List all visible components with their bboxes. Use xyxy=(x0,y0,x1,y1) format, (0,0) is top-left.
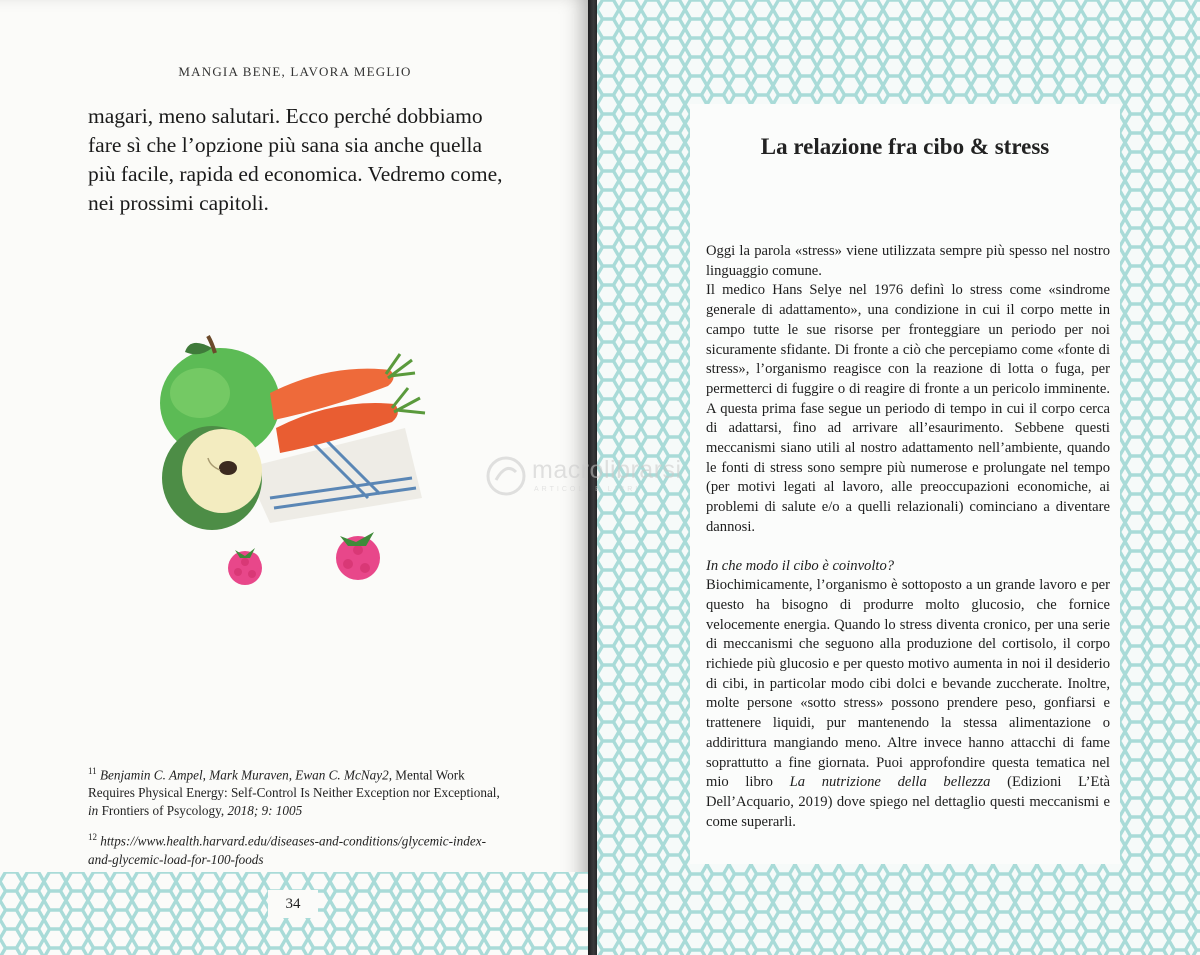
footnote-title: Mental Work Requires Physical Energy: Self-Control Is Neither Exception nor Exceptional, xyxy=(88,767,500,801)
footnote-journal: Frontiers of Psycology, xyxy=(98,803,225,819)
subheading xyxy=(706,557,1110,577)
paragraph-2: Il medico Hans Selye nel 1976 definì lo stress come «sindrome generale di adattamento», una condizione in cui il corpo mette in campo tutte le sue risorse per fronteggiare un periodo per noi sicuramente sfidante. Di fronte a ciò che percepiamo come «fonte di stress», l’organismo reagisce con la reazione di lotta o fuga, per permetterci di fuggire o di reagire di fronte a un pericolo imminente. A questa prima fase segue un periodo di tempo in cui il corpo cerca di adattarsi, fino ad arrivare all’esaurimento. Sebbene questi meccanismi siano utili al nostro adattamento nell’ambiente, quando le fonti di stress sono sempre più numerose e prolungate nel tempo (per motivi legati al lavoro, alle preoccupazioni economiche, ai problemi di salute e/o a quelli relazionali) cominciano a diventare dannosi. xyxy=(706,282,1110,535)
footnote-in: in xyxy=(88,803,99,819)
footnote-number: 12 xyxy=(88,832,97,843)
paragraph-3-end: (Edizioni L’Età Dell’Acquario, 2019) dove spiego nel dettaglio questi meccanismi e come superarli. xyxy=(706,774,1110,830)
chapter-title: La relazione fra cibo & stress xyxy=(760,134,1050,159)
watermark-text: macrolibrarsi xyxy=(532,456,682,484)
footnote-12 xyxy=(88,828,508,868)
paragraph-3-text: Biochimicamente, l’organismo è sottoposto a un grande lavoro e per questo ha bisogno di produrre molto glucosio, che fornice velocemente energia. Quando lo stress diventa cronico, per una serie di meccanismi che seguono alla produzione del cortisolo, il corpo richiede più glucosio e per questo motivo aumenta in noi il desiderio di cibi, in particolar modo cibi dolci e bevande zuccherate. Inoltre, molte persone «sotto stress» possono prendere peso, gonfiarsi e trattenere liquidi, pur mantenendo la stessa alimentazione o addirittura mangiando meno. Altre invece hanno attacchi di fame soprattutto a fine giornata. Puoi approfondire questa tematica nel mio libro xyxy=(706,577,1110,791)
watermark xyxy=(484,452,714,502)
right-body-text xyxy=(706,242,1110,832)
page-number: 34 xyxy=(268,890,318,918)
watermark-subtext: ARTICOLI E LIBRI xyxy=(534,486,641,493)
left-body-text xyxy=(88,102,508,218)
running-head: MANGIA BENE, LAVORA MEGLIO xyxy=(178,64,412,79)
left-paragraph: magari, meno salutari. Ecco perché dobbiamo fare sì che l’opzione più sana sia anche quella più facile, rapida ed economica. Vedremo come, nei prossimi capitoli. xyxy=(88,104,503,215)
paragraph-1: Oggi la parola «stress» viene utilizzata sempre più spesso nel nostro linguaggio comune. xyxy=(706,243,1110,279)
footnote-authors: Benjamin C. Ampel, Mark Muraven, Ewan C. McNay2, xyxy=(99,767,392,783)
footnote-number: 11 xyxy=(88,766,97,776)
fruit-vegetables-illustration xyxy=(150,318,440,603)
footnotes xyxy=(88,762,508,877)
paragraph-3 xyxy=(706,576,1110,832)
watermark-logo-icon xyxy=(484,454,528,498)
content-box xyxy=(690,104,1120,864)
book-title: La nutrizione della bellezza xyxy=(789,774,991,791)
footnote-11 xyxy=(88,762,508,820)
footnote-ref: 2018; 9: 1005 xyxy=(224,803,303,819)
footnote-url: https://www.health.harvard.edu/diseases-and-conditions/glycemic-index-and-glycemic-load-for-100-foods xyxy=(88,833,486,867)
subheading-text: In che modo il cibo è coinvolto? xyxy=(706,557,895,574)
